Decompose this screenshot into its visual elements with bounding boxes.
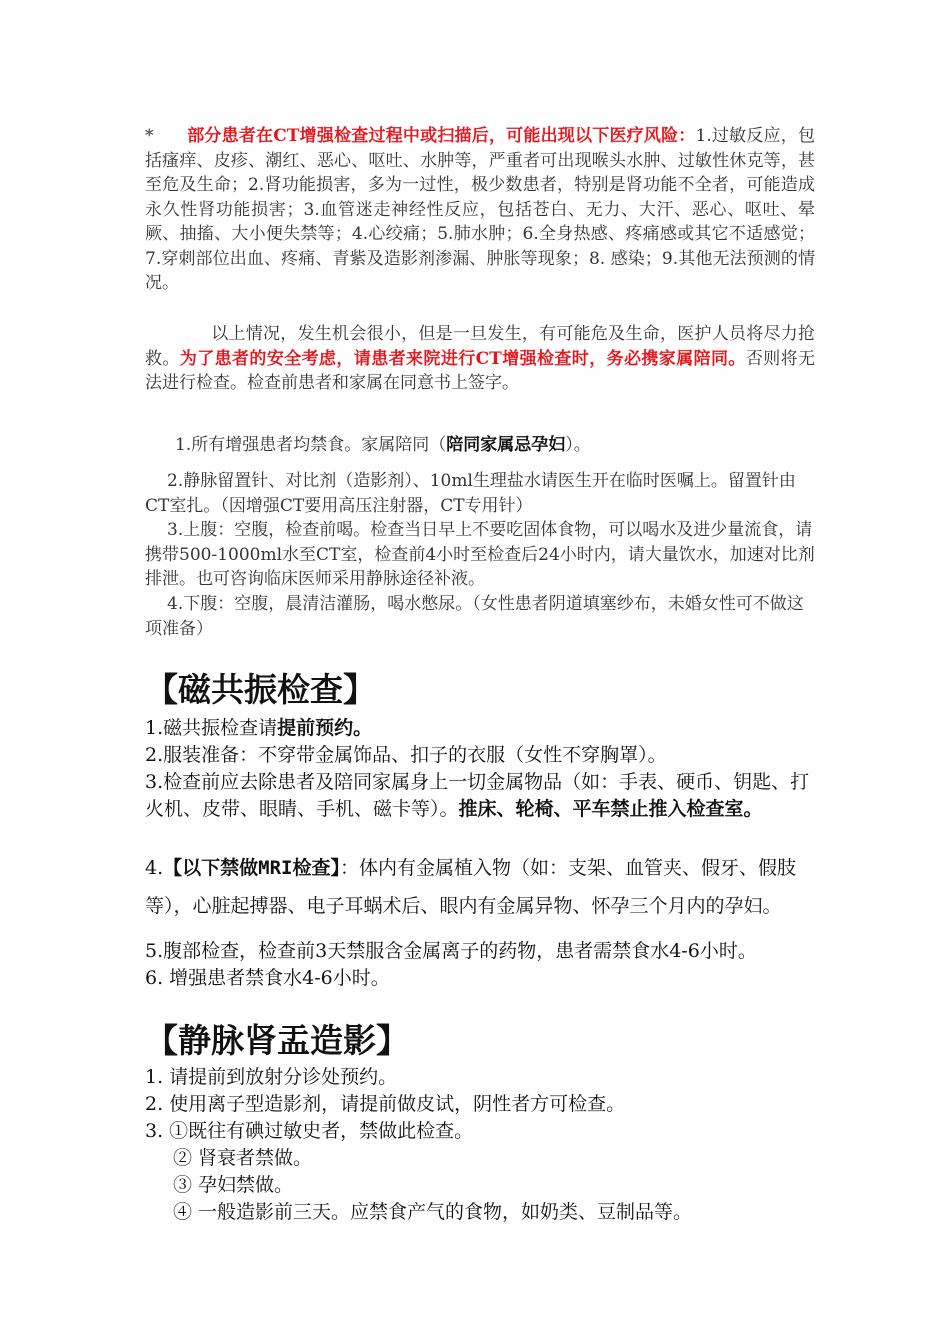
- ct-notice-paragraph: [145, 322, 815, 396]
- mri-list: [145, 715, 815, 823]
- ct-risk-list: 1.过敏反应，包括瘙痒、皮疹、潮红、恶心、呕吐、水肿等，严重者可出现喉头水肿、过敏性休克等，甚至危及生命；2.肾功能损害，多为一过性，极少数患者，特别是肾功能不全者，可能造成永久性肾功能损害；3.血管迷走神经性反应，包括苍白、无力、大汗、恶心、呕吐、晕厥、抽搐、大小便失禁等；4.心绞痛；5.肺水肿；6.全身热感、疼痛感或其它不适感觉；7.穿刺部位出血、疼痛、青紫及造影剂渗漏、肿胀等现象；8. 感染；9.其他无法预测的情况。: [145, 126, 815, 293]
- ct-item-4: [145, 592, 815, 641]
- mri-item-4-text: ：体内有金属植入物（如：支架、血管夹、假牙、假肢等），心脏起搏器、电子耳蜗术后、眼内有金属异物、怀孕三个月内的孕妇。: [145, 857, 796, 917]
- mri-item-5: 5.腹部检查，检查前3天禁服含金属离子的药物，患者需禁食水4-6小时。: [145, 940, 757, 962]
- mri-item-2: 2.服装准备：不穿带金属饰品、扣子的衣服（女性不穿胸罩）。: [145, 744, 667, 766]
- mri-item-3: [145, 769, 815, 823]
- ct-item-3-text: 3.上腹：空腹，检查前喝。检查当日早上不要吃固体食物，可以喝水及进少量流食，请携带500-1000ml水至CT室，检查前4小时至检查后24小时内，请大量饮水，加速对比剂排泄。也可咨询临床医师采用静脉途径补液。: [145, 520, 815, 589]
- ivp-sub-3: ③ 孕妇禁做。: [173, 1174, 294, 1196]
- mri-item-1-bold: 提前预约。: [277, 717, 373, 739]
- ct-item-3: [145, 518, 815, 592]
- mri-item-4: [145, 849, 815, 925]
- mri-item-3-bold: 推床、轮椅、平车禁止推入检查室。: [458, 798, 763, 820]
- ct-risk-lead: 部分患者在CT增强检查过程中或扫描后，可能出现以下医疗风险：: [187, 126, 696, 146]
- ct-item-4-text: 4.下腹：空腹，晨清洁灌肠，喝水憋尿。（女性患者阴道填塞纱布，未婚女性可不做这项准备）: [145, 594, 804, 639]
- ct-item-2-text: 2.静脉留置针、对比剂（造影剂）、10ml生理盐水请医生开在临时医嘱上。留置针由CT室扎。（因增强CT要用高压注射器，CT专用针）: [145, 471, 796, 516]
- bullet-star: *: [145, 126, 154, 146]
- ivp-item-3: 3. ①既往有碘过敏史者，禁做此检查。: [145, 1120, 474, 1142]
- ct-notice-signature: 否则将无法进行检查。检查前患者和家属在同意书上签字。: [145, 348, 816, 393]
- mri-item-6: 6. 增强患者禁食水4-6小时。: [145, 967, 390, 989]
- ivp-item-1: 1. 请提前到放射分诊处预约。: [145, 1066, 398, 1088]
- ivp-sub-2: ② 肾衰者禁做。: [173, 1147, 313, 1169]
- ivp-heading: 【静脉肾盂造影】: [145, 1021, 409, 1060]
- mri-list-2: [145, 938, 815, 992]
- ivp-list: [145, 1064, 815, 1226]
- mri-item-4-bold: 【以下禁做MRI检查】: [163, 857, 340, 879]
- mri-item-1-text: 1.磁共振检查请: [145, 717, 278, 739]
- ct-item-1-end: ）。: [565, 435, 591, 455]
- mri-heading: 【磁共振检查】: [145, 670, 376, 709]
- ct-risk-paragraph: [145, 124, 815, 296]
- ct-item-2: [145, 469, 815, 518]
- ivp-sub-4: ④ 一般造影前三天。应禁食产气的食物，如奶类、豆制品等。: [173, 1201, 693, 1223]
- ivp-item-2: 2. 使用离子型造影剂，请提前做皮试，阴性者方可检查。: [145, 1093, 626, 1115]
- mri-item-1: [145, 715, 815, 742]
- ct-notice-text: 以上情况，发生机会很小，但是一旦发生，有可能危及生命，医护人员将尽力抢救。: [145, 324, 815, 369]
- mri-item-3-text: 3.检查前应去除患者及陪同家属身上一切金属物品（如：手表、硬币、钥匙、打火机、皮带、眼睛、手机、磁卡等）。: [145, 771, 810, 820]
- ct-item-1-bold: 陪同家属忌孕妇: [446, 435, 566, 455]
- ct-notice-warning: 为了患者的安全考虑，请患者来院进行CT增强检查时，务必携家属陪同。: [179, 348, 746, 369]
- mri-item-4-num: 4.: [145, 857, 164, 879]
- ct-item-1-text: 1.所有增强患者均禁食。家属陪同（: [175, 435, 447, 455]
- ct-item-1: [145, 433, 815, 458]
